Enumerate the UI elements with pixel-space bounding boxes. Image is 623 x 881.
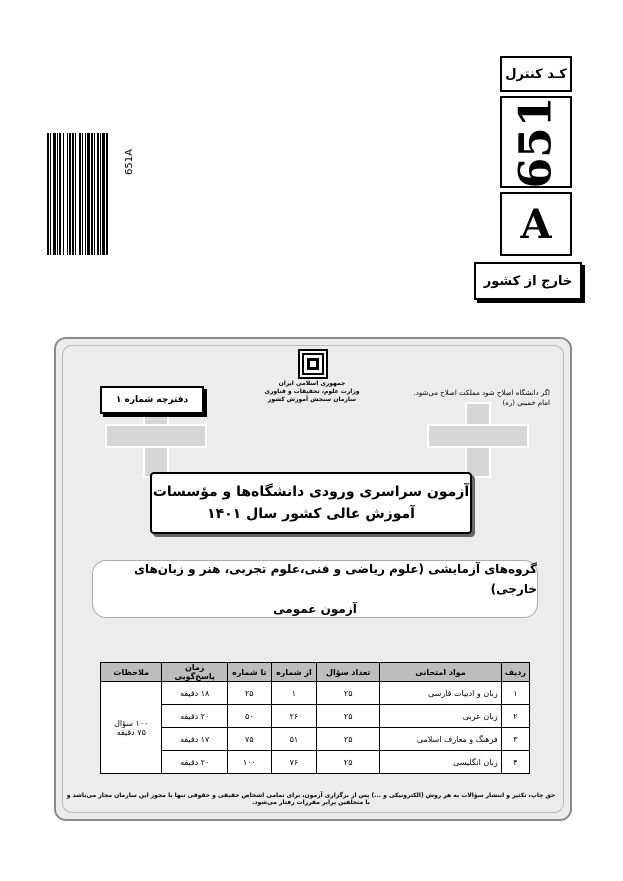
quote	[370, 388, 550, 408]
header-count: تعداد سؤال	[317, 663, 380, 682]
cell-from: ۲۶	[271, 705, 317, 728]
outside-country-label: خارج از کشور	[474, 262, 582, 300]
table-row	[101, 682, 530, 705]
cell-count: ۲۵	[317, 728, 380, 751]
header-subject: مواد امتحانی	[380, 663, 502, 682]
header-to: تا شماره	[227, 663, 271, 682]
exam-title-line-1: آزمون سراسری ورودی دانشگاه‌ها و مؤسسات	[152, 484, 470, 500]
cell-to: ۵۰	[227, 705, 271, 728]
cell-notes	[101, 682, 162, 774]
quote-author: امام خمینی (ره)	[502, 399, 550, 407]
quote-text: اگر دانشگاه اصلاح شود مملکت اصلاح می‌شود.	[413, 389, 550, 397]
cell-row-num: ۲	[501, 705, 529, 728]
cell-subject: زبان انگلیسی	[380, 751, 502, 774]
cell-subject: فرهنگ و معارف اسلامی	[380, 728, 502, 751]
table-row	[101, 705, 530, 728]
exam-groups-line-1: گروه‌های آزمایشی (علوم ریاضی و فنی،علوم تجربی، هنر و زبان‌های خارجی)	[133, 562, 537, 596]
cell-from: ۵۱	[271, 728, 317, 751]
cell-from: ۷۶	[271, 751, 317, 774]
exam-title-box	[150, 472, 472, 534]
cell-count: ۲۵	[317, 751, 380, 774]
cell-subject: زبان عربی	[380, 705, 502, 728]
header-time: زمان پاسخ‌گویی	[162, 663, 227, 682]
cell-from: ۱	[271, 682, 317, 705]
cell-time: ۱۷ دقیقه	[162, 728, 227, 751]
header-notes: ملاحظات	[101, 663, 162, 682]
header-row-num: ردیف	[501, 663, 529, 682]
barcode-text: 651A	[124, 149, 135, 175]
cell-subject: زبان و ادبیات فارسی	[380, 682, 502, 705]
barcode	[47, 133, 119, 255]
cell-time: ۲۰ دقیقه	[162, 705, 227, 728]
exam-groups-box	[92, 560, 538, 618]
cell-row-num: ۱	[501, 682, 529, 705]
cell-row-num: ۳	[501, 728, 529, 751]
table-header-row	[101, 663, 530, 682]
cell-time: ۱۸ دقیقه	[162, 682, 227, 705]
notes-questions: ۱۰۰ سؤال	[114, 718, 149, 728]
cell-to: ۲۵	[227, 682, 271, 705]
control-code-value: 651	[510, 96, 562, 188]
table-row	[101, 728, 530, 751]
org-line-3: سازمان سنجش آموزش کشور	[267, 396, 357, 403]
exam-groups-line-2: آزمون عمومی	[273, 602, 357, 616]
emblem-icon	[302, 353, 324, 375]
booklet-number: دفترچه شماره ۱	[100, 386, 204, 414]
cell-time: ۲۰ دقیقه	[162, 751, 227, 774]
notes-duration: ۷۵ دقیقه	[116, 727, 146, 737]
booklet-letter: A	[500, 192, 572, 256]
org-line-2: وزارت علوم، تحقیقات و فناوری	[264, 388, 360, 395]
exam-title-line-2: آموزش عالی کشور سال ۱۴۰۱	[207, 506, 415, 522]
organization-names	[262, 380, 362, 404]
cell-count: ۲۵	[317, 682, 380, 705]
org-line-1: جمهوری اسلامی ایران	[278, 380, 346, 387]
control-code-label: کـد کنترل	[500, 56, 572, 92]
header-from: از شماره	[271, 663, 317, 682]
cell-row-num: ۴	[501, 751, 529, 774]
control-code-box	[500, 96, 572, 188]
emblem-logo	[298, 349, 328, 379]
cell-count: ۲۵	[317, 705, 380, 728]
table-row	[101, 751, 530, 774]
cell-to: ۷۵	[227, 728, 271, 751]
copyright-footer: حق چاپ، تکثیر و انتشار سؤالات به هر روش (الکترونیکی و ...) پس از برگزاری آزمون، برای تمامی اشخاص حقیقی و حقوقی تنها با مجوز این سازمان مجاز می‌باشد و با متخلفین برابر مقررات رفتار می‌شود.	[66, 792, 556, 806]
subjects-table	[100, 662, 530, 774]
cell-to: ۱۰۰	[227, 751, 271, 774]
